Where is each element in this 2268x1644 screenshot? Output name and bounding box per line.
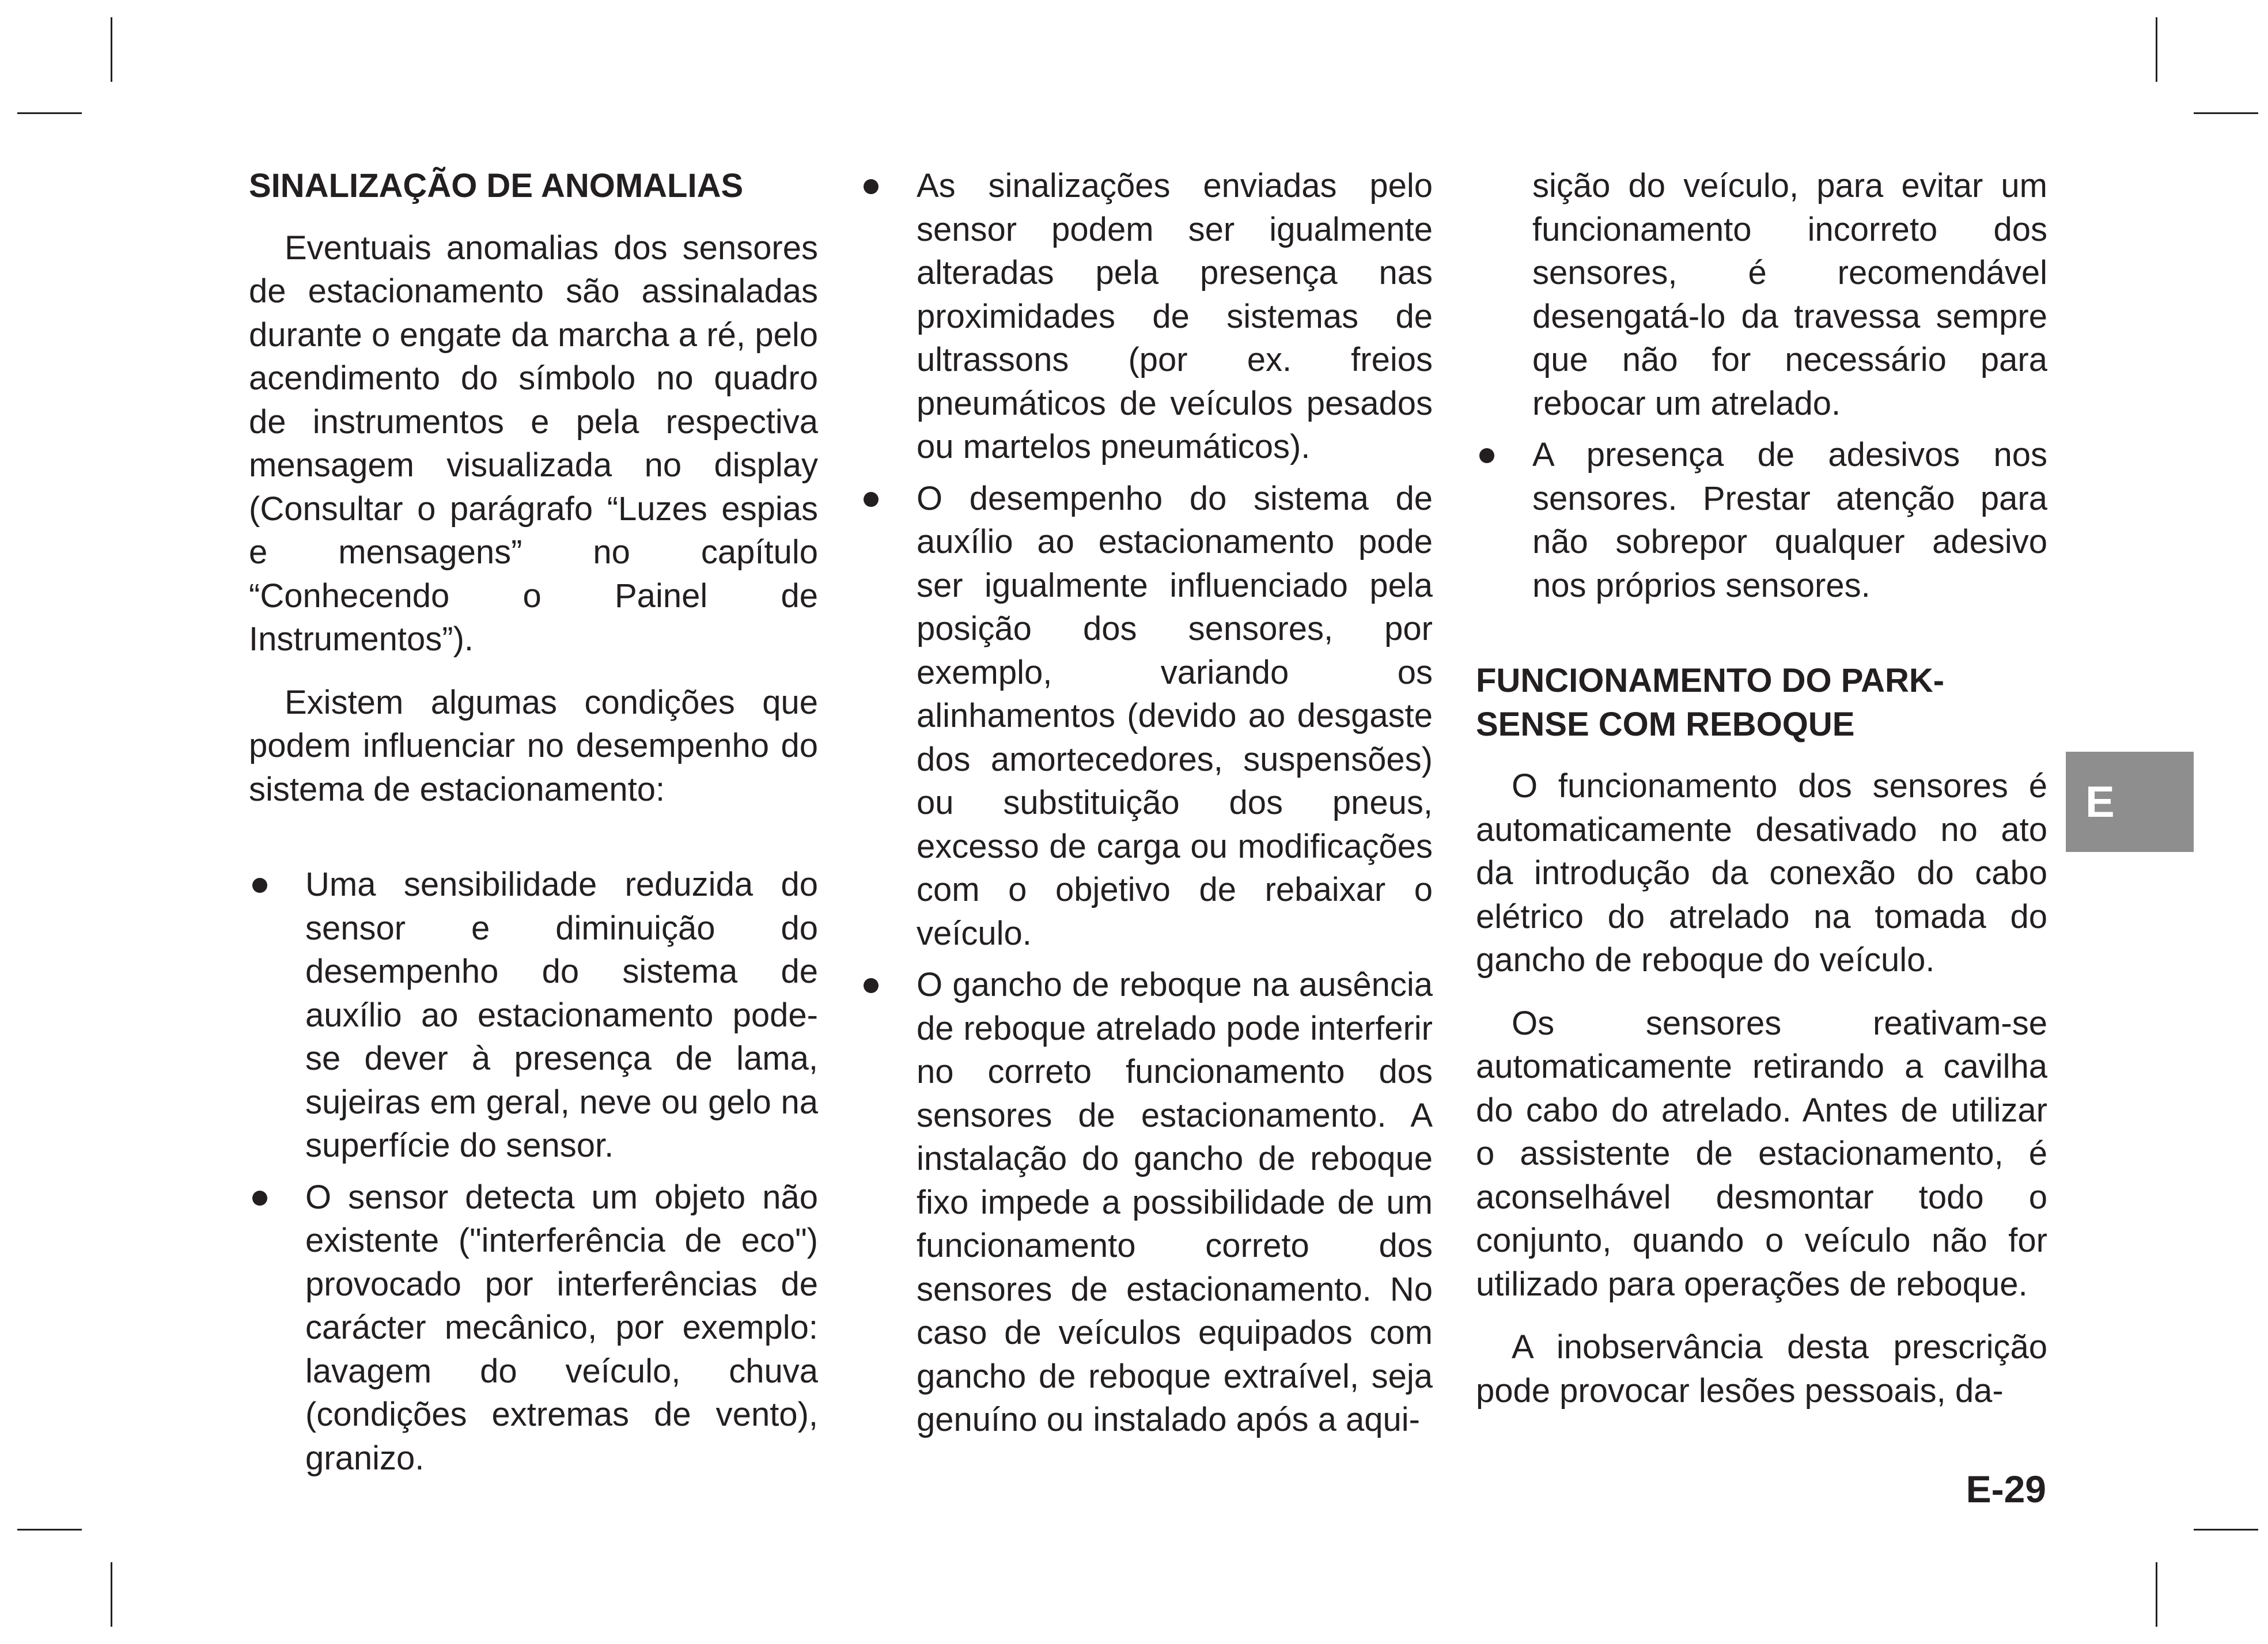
column-3 (1476, 164, 2047, 1432)
list-item-text: O sensor detecta um objeto não existente ("interferência de eco") provocado por interferências de carácter mecânico, por exemplo: lavagem do veículo, chuva (condições extremas de vento), granizo. (305, 1178, 818, 1477)
bullet-icon (864, 978, 879, 993)
crop-mark-top-right-vertical (2156, 17, 2157, 82)
bullet-icon (864, 179, 879, 194)
bullet-icon (252, 1191, 267, 1206)
list-item-text: As sinalizações enviadas pelo sensor podem ser igualmente alteradas pela presença nas proximidades de sistemas de ultrassons (por ex. freios pneumáticos de veículos pesados ou martelos pneumáticos). (917, 167, 1433, 465)
section-heading-anomalias: SINALIZAÇÃO DE ANOMALIAS (249, 167, 744, 204)
page-number: E-29 (1966, 1468, 2046, 1510)
paragraph: A inobservância desta prescrição pode provocar lesões pessoais, da- (1476, 1328, 2047, 1410)
bullet-icon (1479, 448, 1494, 463)
list-item (1476, 433, 2047, 607)
crop-mark-bottom-left-vertical (111, 1562, 112, 1627)
crop-mark-top-right-horizontal (2194, 112, 2258, 114)
list-item-text: O desempenho do sistema de auxílio ao estacionamento pode ser igualmente influenciado pela posição dos sensores, por exemplo, variando os alinhamentos (devido ao desgaste dos amortecedores, suspensões) ou substituição dos pneus, excesso de carga ou modificações com o objetivo de rebaixar o veículo. (917, 479, 1433, 952)
crop-mark-bottom-left-horizontal (17, 1529, 82, 1531)
paragraph: Os sensores reativam-se automaticamente retirando a cavilha do cabo do atrelado. Antes de utilizar o assistente de estacionamento, é aconselhável desmontar todo o conjunto, quando o veículo não for utilizado para operações de reboque. (1476, 1004, 2047, 1303)
bullet-list (860, 164, 1433, 1442)
list-item (860, 164, 1433, 469)
list-item (860, 477, 1433, 956)
list-item-text: O gancho de reboque na ausência de reboque atrelado pode interferir no correto funcionamento dos sensores de estacionamento. A instalação do gancho de reboque fixo impede a possibilidade de um funcionamento correto dos sensores de estacionamento. No caso de veículos equipados com gancho de reboque extraível, seja genuíno ou instalado após a aqui- (917, 966, 1433, 1438)
bullet-icon (252, 878, 267, 893)
bullet-icon (864, 492, 879, 507)
chapter-tab: E (2066, 752, 2194, 852)
list-item-text: A presença de adesivos nos sensores. Prestar atenção para não sobrepor qualquer adesivo nos próprios sensores. (1532, 436, 2047, 604)
column-1 (249, 164, 818, 1488)
list-item (249, 863, 818, 1168)
paragraph: O funcionamento dos sensores é automaticamente desativado no ato da introdução da conexão do cabo elétrico do atrelado na tomada do gancho de reboque do veículo. (1476, 767, 2047, 979)
list-item (860, 963, 1433, 1442)
continuation-paragraph: sição do veículo, para evitar um funcionamento incorreto dos sensores, é recomendável desengatá-lo da travessa sempre que não for necessário para rebocar um atrelado. (1532, 167, 2047, 422)
bullet-list (1476, 433, 2047, 607)
crop-mark-top-left-horizontal (17, 112, 82, 114)
crop-mark-bottom-right-horizontal (2194, 1529, 2258, 1531)
list-item (249, 1176, 818, 1480)
column-2 (860, 164, 1433, 1450)
list-item-text: Uma sensibilidade reduzida do sensor e diminuição do desempenho do sistema de auxílio ao estacionamento pode-se dever à presença de lama, sujeiras em geral, neve ou gelo na superfície do sensor. (305, 866, 818, 1164)
heading-line: SENSE COM REBOQUE (1476, 705, 1855, 743)
section-heading-park-sense (1476, 659, 2047, 746)
paragraph: Eventuais anomalias dos sensores de estacionamento são assinaladas durante o engate da marcha a ré, pelo acendimento do símbolo no quadro de instrumentos e pela respectiva mensagem visualizada no display (Consultar o parágrafo “Luzes espias e mensagens” no capítulo “Conhecendo o Painel de Instrumentos”). (249, 229, 818, 658)
heading-line: FUNCIONAMENTO DO PARK- (1476, 662, 1945, 699)
crop-mark-top-left-vertical (111, 17, 112, 82)
paragraph: Existem algumas condições que podem influenciar no desempenho do sistema de estacionamento: (249, 683, 818, 808)
crop-mark-bottom-right-vertical (2156, 1562, 2157, 1627)
bullet-list (249, 863, 818, 1480)
